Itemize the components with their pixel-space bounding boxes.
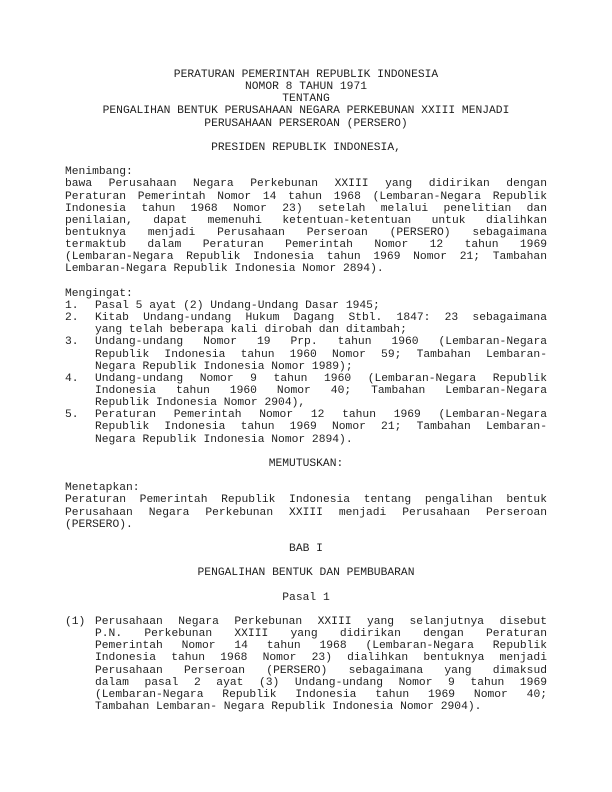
list-item-number: 3. <box>65 336 79 349</box>
mengingat-section <box>65 288 547 446</box>
menimbang-paragraph: bawa Perusahaan Negara Perkebunan XXIII yang didirikan dengan Peraturan Pemerintah Nomor 14 tahun 1968 (Lembaran-Negara Republik Indonesia tahun 1968 Nomor 23) setelah melalui penelitian dan penilaian, dapat memenuhi ketentuan-ketentuan untuk dialihkan bentuknya menjadi Perusahaan Perseroan (PERSERO) sebagaimana termaktub dalam Peraturan Pemerintah Nomor 12 tahun 1969 (Lembaran-Negara Republik Indonesia tahun 1969 Nomor 21; Tambahan Lembaran-Negara Republik Indonesia Nomor 2894). <box>65 178 547 276</box>
list-item <box>65 409 547 445</box>
menimbang-label: Menimbang: <box>65 166 133 179</box>
list-item-text: Kitab Undang-undang Hukum Dagang Stbl. 1847: 23 sebagaimana yang telah beberapa kali dirobah dan ditambah; <box>95 312 547 337</box>
list-item-text: Undang-undang Nomor 19 Prp. tahun 1960 (Lembaran-Negara Republik Indonesia tahun 1960 Nomor 59; Tambahan Lembaran- Negara Republik Indonesia Nomor 1989); <box>95 336 547 373</box>
clause-text: Perusahaan Negara Perkebunan XXIII yang selanjutnya disebut P.N. Perkebunan XXIII yang didirikan dengan Peraturan Pemerintah Nomor 14 tahun 1968 (Lembaran-Negara Republik Indonesia tahun 1968 Nomor 23) dialihkan bentuknya menjadi Perusahaan Perseroan (PERSERO) sebagaimana yang dimaksud dalam pasal 2 ayat (3) Undang-undang Nomor 9 tahun 1969 (Lembaran-Negara Republik Indonesia tahun 1969 Nomor 40; Tambahan Lembaran- Negara Republik Indonesia Nomor 2904). <box>95 615 547 713</box>
list-item-number: 4. <box>65 372 79 385</box>
list-item <box>65 336 547 372</box>
doc-subject-line: PENGALIHAN BENTUK PERUSAHAAN NEGARA PERKEBUNAN XXIII MENJADI <box>102 105 510 118</box>
bab-heading: BAB I <box>289 543 323 555</box>
list-item-number: 5. <box>65 409 79 422</box>
list-item <box>65 373 547 409</box>
doc-title-line: PERATURAN PEMERINTAH REPUBLIK INDONESIA <box>173 69 439 81</box>
list-item-number: 1. <box>65 299 79 312</box>
list-item-text: Pasal 5 ayat (2) Undang-Undang Dasar 1945; <box>95 299 380 312</box>
bab-title: PENGALIHAN BENTUK DAN PEMBUBARAN <box>197 567 415 580</box>
clause-number: (1) <box>65 615 86 628</box>
menetapkan-label: Menetapkan: <box>65 482 140 495</box>
list-item-text: Undang-undang Nomor 9 tahun 1960 (Lembaran-Negara Republik Indonesia tahun 1960 Nomor 40; Tambahan Lembaran-Negara Republik Indonesia Nomor 2904), <box>95 372 547 410</box>
doc-number-line: NOMOR 8 TAHUN 1971 <box>244 81 368 94</box>
clause-item <box>65 616 547 713</box>
menetapkan-paragraph: Peraturan Pemerintah Republik Indonesia tentang pengalihan bentuk Perusahaan Negara Perkebunan XXIII menjadi Perusahaan Perseroan (PERSERO). <box>65 494 547 531</box>
pasal1-section <box>65 616 547 713</box>
list-item <box>65 300 547 312</box>
doc-subject-line: PERUSAHAAN PERSEROAN (PERSERO) <box>204 117 408 130</box>
memutuskan-heading: MEMUTUSKAN: <box>268 457 344 470</box>
doc-title <box>65 69 547 130</box>
mengingat-label: Mengingat: <box>65 287 133 300</box>
menimbang-section <box>65 166 547 275</box>
list-item-number: 2. <box>65 312 79 325</box>
list-item-text: Peraturan Pemerintah Nomor 12 tahun 1969 (Lembaran-Negara Republik Indonesia tahun 1969 Nomor 21; Tambahan Lembaran- Negara Republik Indonesia Nomor 2894). <box>95 409 547 446</box>
pasal-heading: Pasal 1 <box>282 591 330 604</box>
salutation: PRESIDEN REPUBLIK INDONESIA, <box>211 141 401 154</box>
menetapkan-section <box>65 482 547 531</box>
doc-tentang-line: TENTANG <box>282 93 330 106</box>
list-item <box>65 312 547 336</box>
